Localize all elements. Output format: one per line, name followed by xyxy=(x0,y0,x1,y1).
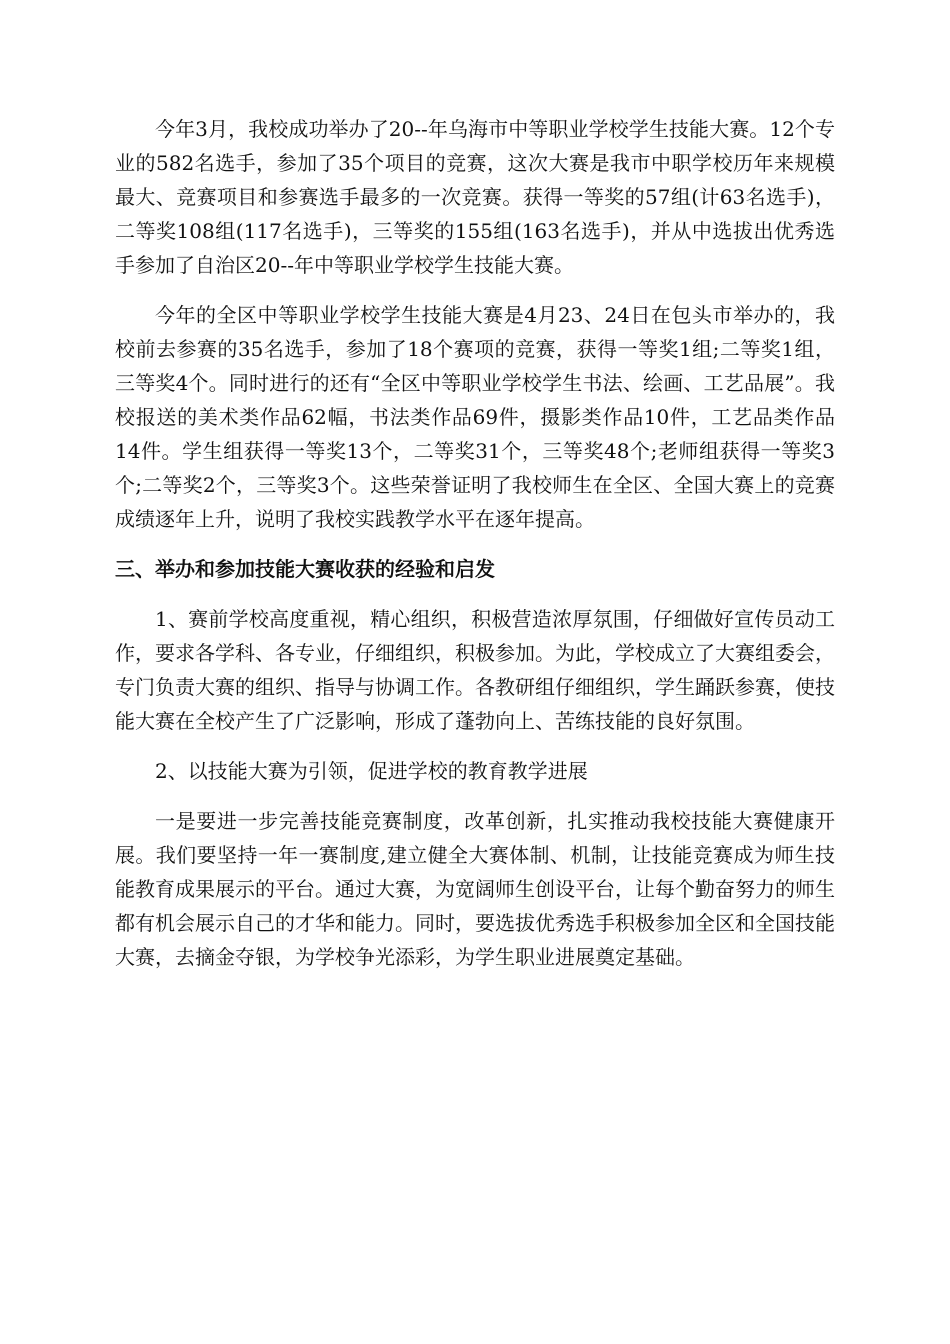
section-heading: 三、举办和参加技能大赛收获的经验和启发 xyxy=(115,557,495,581)
paragraph-improve-system: 一是要进一步完善技能竞赛制度，改革创新，扎实推动我校技能大赛健康开展。我们要坚持一年一赛制度,建立健全大赛体制、机制，让技能竞赛成为师生技能教育成果展示的平台。通过大赛，为宽阔师生创设平台，让每个勤奋努力的师生都有机会展示自己的才华和能力。同时，要选拔优秀选手积极参加全区和全国技能大赛，去摘金夺银，为学校争光添彩，为学生职业进展奠定基础。 xyxy=(115,809,835,969)
paragraph-regional-competition: 今年的全区中等职业学校学生技能大赛是4月23、24日在包头市举办的，我校前去参赛的35名选手，参加了18个赛项的竞赛，获得一等奖1组;二等奖1组，三等奖4个。同时进行的还有“全区中等职业学校学生书法、绘画、工艺品展”。我校报送的美术类作品62幅，书法类作品69件，摄影类作品10件，工艺品类作品14件。学生组获得一等奖13个，二等奖31个，三等奖48个;老师组获得一等奖3个;二等奖2个，三等奖3个。这些荣誉证明了我校师生在全区、全国大赛上的竞赛成绩逐年上升，说明了我校实践教学水平在逐年提高。 xyxy=(115,303,835,531)
paragraph-preparation: 1、赛前学校高度重视，精心组织，积极营造浓厚氛围，仔细做好宣传员动工作，要求各学科、各专业，仔细组织，积极参加。为此，学校成立了大赛组委会，专门负责大赛的组织、指导与协调工作。各教研组仔细组织，学生踊跃参赛，使技能大赛在全校产生了广泛影响，形成了蓬勃向上、苦练技能的良好氛围。 xyxy=(115,607,835,733)
paragraph-competition-march: 今年3月，我校成功举办了20--年乌海市中等职业学校学生技能大赛。12个专业的582名选手，参加了35个项目的竞赛，这次大赛是我市中职学校历年来规模最大、竞赛项目和参赛选手最多的一次竞赛。获得一等奖的57组(计63名选手)，二等奖108组(117名选手)，三等奖的155组(163名选手)，并从中选拔出优秀选手参加了自治区20--年中等职业学校学生技能大赛。 xyxy=(115,117,835,277)
paragraph-subheading-guidance: 2、以技能大赛为引领，促进学校的教育教学进展 xyxy=(155,759,588,783)
document-body xyxy=(115,112,835,990)
